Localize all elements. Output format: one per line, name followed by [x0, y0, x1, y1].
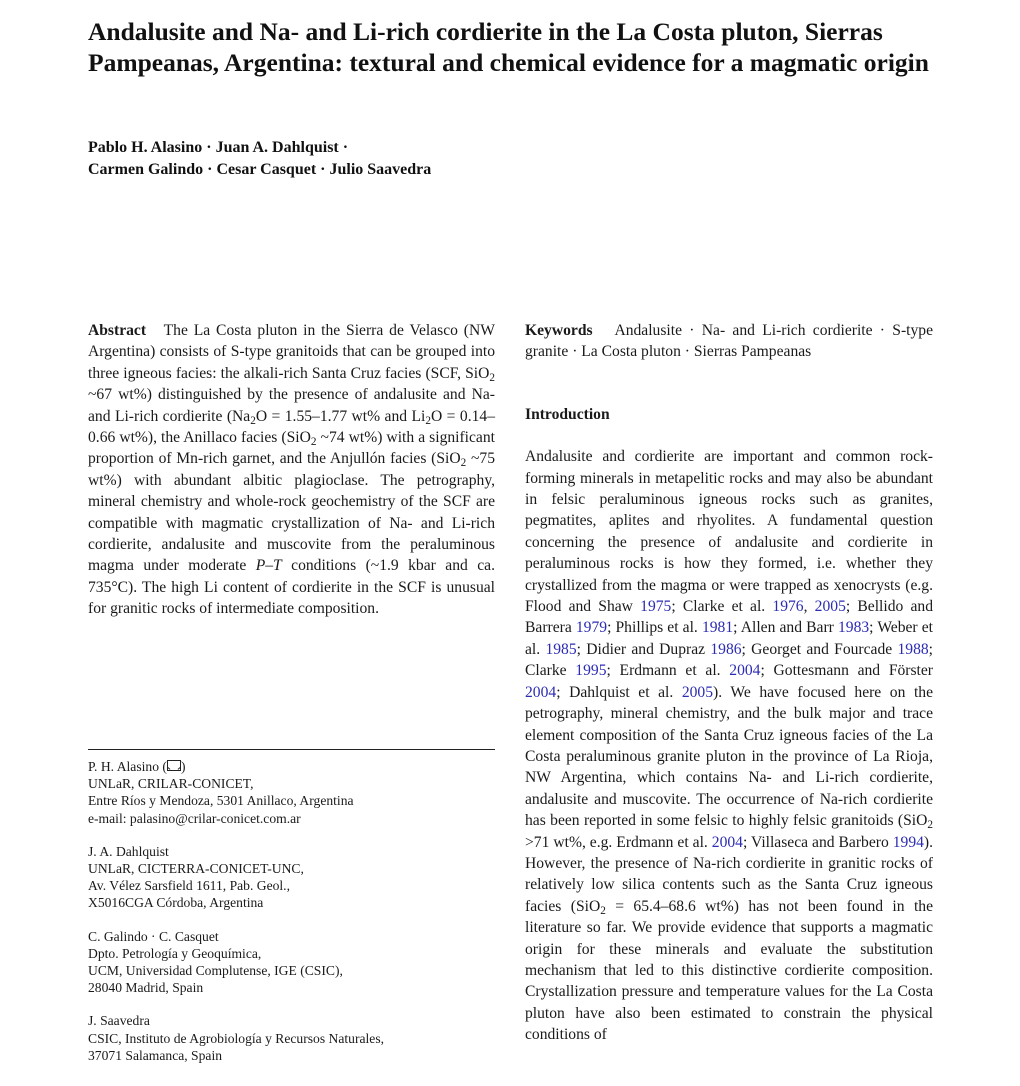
affiliations [88, 758, 508, 1080]
article-title: Andalusite and Na- and Li-rich cordierite in the La Costa pluton, Sierras Pampeanas, Argentina: textural and chemical evidence for a magmatic origin [88, 17, 929, 77]
citation-link[interactable]: 1988 [897, 640, 929, 658]
abstract-label: Abstract [88, 322, 147, 339]
citation-link[interactable]: 2004 [729, 662, 761, 680]
abstract: Abstract The La Costa pluton in the Sierra de Velasco (NW Argentina) consists of S-type granitoids that can be grouped into three igneous facies: the alkali-rich Santa Cruz facies (SCF, SiO$_2$ ~67 wt%) distinguished by the presence of andalusite and Na- and Li-rich cordierite ($Na_2O = 1.55-1.77$ wt% and $Li_2O = 0.14-0.66$ wt%), the Anillaco facies (SiO$_2$ ~74 wt%) with a significant proportion of Mn-rich garnet, and the Anjullón facies (SiO$_2$ ~75 wt%) with abundant albitic plagioclase. The petrography, mineral chemistry and whole-rock geochemistry of the SCF are compatible with magmatic crystallization of Na- and Li-rich cordierite, andalusite and muscovite from the peraluminous magma under moderate P–T conditions (~1.9 kbar and ca. 735°C). The high Li content of cordierite in the SCF is unusual for granitic rocks of intermediate composition. [88, 322, 495, 618]
affiliation-divider [88, 749, 495, 750]
citation-link[interactable]: 1994 [892, 833, 924, 851]
introduction-paragraph: Andalusite and cordierite are important and common rock-forming minerals in metapelitic rocks and may also be abundant in felsic peraluminous igneous rocks such as granites, pegmatites, aplites and rhyolites. A fundamental question concerning the presence of andalusite and cordierite in peraluminous rocks is how they formed, i.e. whether they crystallized from the magma or were trapped as xenocrysts (e.g. Flood and Shaw 1975; Clarke et al. 1976, 2005; Bellido and Barrera 1979; Phillips et al. 1981; Allen and Barr 1983; Weber et al. 1985; Didier and Dupraz 1986; Georget and Fourcade 1988; Clarke 1995; Erdmann et al. 2004; Gottesmann and Förster 2004; Dahlquist et al. 2005). We have focused here on the petrography, mineral chemistry, and the bulk major and trace element composition of the Santa Cruz igneous facies of the La Costa peraluminous granite pluton in the province of La Rioja, NW Argentina, which contains Na- and Li-rich cordierite, andalusite and muscovite. The occurrence of Na-rich cordierite has been reported in some felsic to highly felsic granitoids (SiO$_2$ >71 wt%, e.g. Erdmann et al. 2004; Villaseca and Barbero 1994). However, the presence of Na-rich cordierite in granitic rocks of relatively low silica contents such as the Santa Cruz igneous facies (SiO$_2$ = 65.4–68.6 wt%) has not been found in the literature so far. We provide evidence that supports a magmatic origin for these minerals and evaluate the substitution mechanism that led to this distinctive cordierite composition. Crystallization pressure and temperature values for the La Costa pluton have also been estimated to constrain the physical conditions of [525, 448, 934, 1044]
citation-link[interactable]: 1995 [575, 662, 607, 680]
right-column [525, 320, 933, 1046]
author-line-1: Pablo H. Alasino · Juan A. Dahlquist · [88, 139, 349, 156]
citation-link[interactable]: 2005 [814, 598, 846, 616]
affiliation-galindo-casquet: C. Galindo · C. Casquet Dpto. Petrología y Geoquímica, UCM, Universidad Complutense, IGE (CSIC), 28040 Madrid, Spain [88, 928, 343, 996]
affiliation-saavedra: J. Saavedra CSIC, Instituto de Agrobiología y Recursos Naturales, 37071 Salamanca, Spain [88, 1013, 385, 1063]
citation-link[interactable]: 1986 [710, 640, 742, 658]
introduction-heading: Introduction [525, 405, 610, 423]
email-address[interactable]: e-mail: palasino@crilar-conicet.com.ar [88, 810, 301, 826]
affiliation-dahlquist: J. A. Dahlquist UNLaR, CICTERRA-CONICET-UNC, Av. Vélez Sarsfield 1611, Pab. Geol., X5016CGA Córdoba, Argentina [88, 843, 304, 911]
keywords: Keywords Andalusite · Na- and Li-rich cordierite · S-type granite · La Costa pluton · Sierras Pampeanas [525, 322, 934, 361]
affiliation-alasino: P. H. Alasino ( ) UNLaR, CRILAR-CONICET, Entre Ríos y Mendoza, 5301 Anillaco, Argentina e-mail: palasino@crilar-conicet.com.ar [88, 758, 508, 827]
keywords-label: Keywords [525, 322, 593, 339]
citation-link[interactable]: 1979 [575, 619, 608, 637]
email-envelope-icon [167, 760, 181, 771]
citation-link[interactable]: 1983 [837, 619, 870, 637]
author-list [88, 137, 788, 181]
citation-link[interactable]: 1975 [640, 598, 672, 616]
citation-link[interactable]: 2004 [711, 833, 743, 851]
citation-link[interactable]: 2005 [681, 683, 714, 701]
citation-link[interactable]: 1976 [772, 598, 804, 616]
abstract-column [88, 320, 495, 620]
citation-link[interactable]: 2004 [525, 683, 557, 701]
citation-link[interactable]: 1981 [701, 619, 734, 637]
author-line-2: Carmen Galindo · Cesar Casquet · Julio Saavedra [88, 161, 432, 178]
citation-link[interactable]: 1985 [545, 640, 577, 658]
